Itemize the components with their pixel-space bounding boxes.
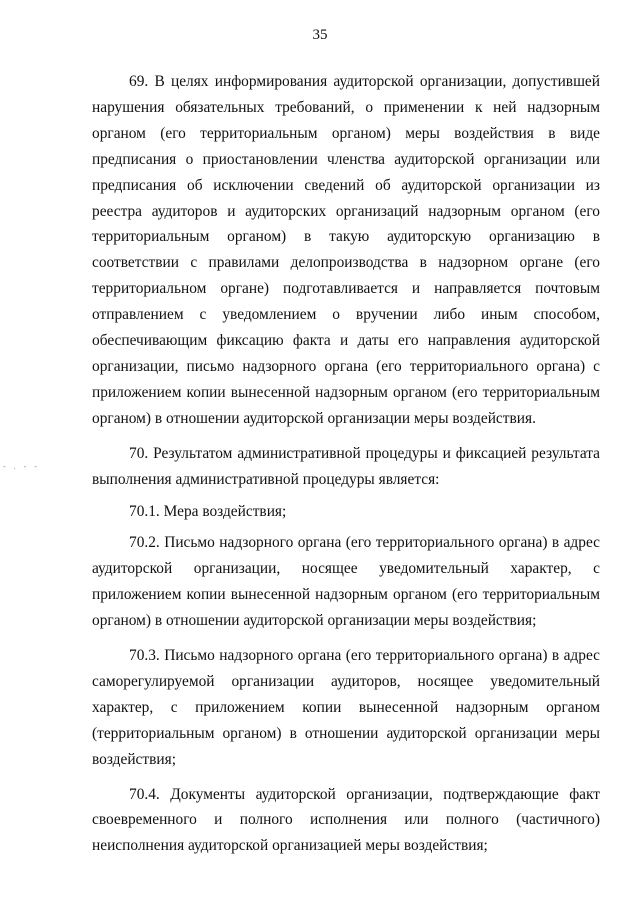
paragraph-70-3: 70.3. Письмо надзорного органа (его территориального органа) в адрес саморегулируемой организации аудиторов, носящее уведомительный характер, с приложением копии вынесенной надзорным органом (территориальным органом) в отношении аудиторской организации меры воздействия; (92, 647, 600, 768)
page-number: 35 (312, 27, 328, 43)
document-body (92, 69, 600, 868)
paragraph-69: 69. В целях информирования аудиторской организации, допустившей нарушения обязательных требований, о применении к ней надзорным органом (его территориальным органом) меры воздействия в виде предписания о приостановлении членства аудиторской организации или предписания об исключении сведений об аудиторской организации из реестра аудиторов и аудиторских организаций надзорным органом (его территориальным органом) в такую аудиторскую организацию в соответствии с правилами делопроизводства в надзорном органе (его территориальном органе) подготавливается и направляется почтовым отправлением с уведомлением о вручении либо иным способом, обеспечивающим фиксацию факта и даты его направления аудиторской организации, письмо надзорного органа (его территориального органа) с приложением копии вынесенной надзорным органом (его территориальным органом) в отношении аудиторской организации меры воздействия. (92, 73, 600, 427)
paragraph-70: 70. Результатом административной процедуры и фиксацией результата выполнения административной процедуры является: (92, 444, 600, 488)
paragraph-70-2: 70.2. Письмо надзорного органа (его территориального органа) в адрес аудиторской организации, носящее уведомительный характер, с приложением копии вынесенной надзорным органом (его территориальным органом) в отношении аудиторской организации меры воздействия; (92, 534, 600, 630)
scan-artifact: - . - - (3, 462, 40, 471)
paragraph-70-4: 70.4. Документы аудиторской организации, подтверждающие факт своевременного и полного исполнения или полного (частичного) неисполнения аудиторской организацией меры воздействия; (92, 785, 600, 855)
paragraph-70-1: 70.1. Мера воздействия; (129, 502, 287, 520)
